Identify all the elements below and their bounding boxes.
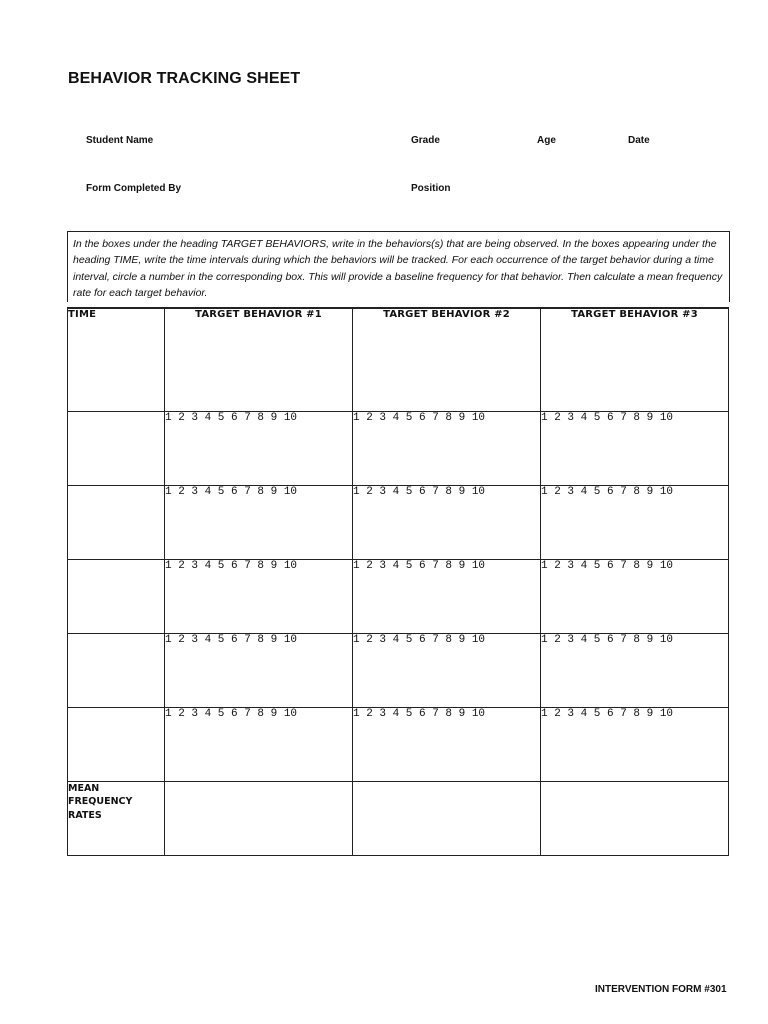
frequency-scale-cell[interactable]: 1 2 3 4 5 6 7 8 9 10: [165, 485, 353, 559]
frequency-scale-cell[interactable]: 1 2 3 4 5 6 7 8 9 10: [353, 559, 541, 633]
position-label: Position: [411, 183, 451, 194]
frequency-scale-cell[interactable]: 1 2 3 4 5 6 7 8 9 10: [353, 485, 541, 559]
age-label: Age: [537, 135, 556, 146]
frequency-scale-cell[interactable]: 1 2 3 4 5 6 7 8 9 10: [165, 559, 353, 633]
mean-frequency-row: [68, 781, 729, 855]
frequency-scale-cell[interactable]: 1 2 3 4 5 6 7 8 9 10: [165, 411, 353, 485]
frequency-scale-cell[interactable]: 1 2 3 4 5 6 7 8 9 10: [541, 559, 729, 633]
form-number: INTERVENTION FORM #301: [595, 984, 727, 995]
mean-frequency-cell[interactable]: [541, 781, 729, 855]
student-name-label: Student Name: [86, 135, 154, 146]
frequency-scale-cell[interactable]: 1 2 3 4 5 6 7 8 9 10: [165, 633, 353, 707]
form-completed-by-label: Form Completed By: [86, 183, 182, 194]
instructions-box: In the boxes under the heading TARGET BEHAVIORS, write in the behaviors(s) that are being observed. In the boxes appearing under the heading TIME, write the time intervals during which the behaviors will be tracked. For each occurrence of the target behavior during a time interval, circle a number in the corresponding box. This will provide a baseline frequency for that behavior. Then calculate a mean frequency rate for each target behavior.: [67, 231, 730, 302]
time-interval-cell[interactable]: [68, 559, 165, 633]
frequency-scale-cell[interactable]: 1 2 3 4 5 6 7 8 9 10: [353, 411, 541, 485]
time-interval-cell[interactable]: [68, 485, 165, 559]
time-interval-cell[interactable]: [68, 707, 165, 781]
table-row: [68, 411, 729, 485]
time-interval-cell[interactable]: [68, 411, 165, 485]
frequency-scale-cell[interactable]: 1 2 3 4 5 6 7 8 9 10: [541, 633, 729, 707]
time-interval-cell[interactable]: [68, 633, 165, 707]
grade-label: Grade: [411, 135, 440, 146]
table-row: [68, 633, 729, 707]
table-row: [68, 485, 729, 559]
page-title: BEHAVIOR TRACKING SHEET: [68, 70, 301, 87]
target-behavior-1-header[interactable]: TARGET BEHAVIOR #1: [165, 308, 353, 411]
frequency-scale-cell[interactable]: 1 2 3 4 5 6 7 8 9 10: [541, 411, 729, 485]
behavior-tracking-table: [67, 307, 729, 856]
frequency-scale-cell[interactable]: 1 2 3 4 5 6 7 8 9 10: [165, 707, 353, 781]
mean-frequency-label: MEAN FREQUENCY RATES: [68, 781, 165, 855]
mean-frequency-cell[interactable]: [165, 781, 353, 855]
mean-frequency-cell[interactable]: [353, 781, 541, 855]
table-row: [68, 707, 729, 781]
time-header: TIME: [68, 308, 165, 411]
header-row: [68, 308, 729, 411]
frequency-scale-cell[interactable]: 1 2 3 4 5 6 7 8 9 10: [353, 707, 541, 781]
frequency-scale-cell[interactable]: 1 2 3 4 5 6 7 8 9 10: [541, 707, 729, 781]
tracking-table-body: [68, 308, 729, 855]
target-behavior-2-header[interactable]: TARGET BEHAVIOR #2: [353, 308, 541, 411]
target-behavior-3-header[interactable]: TARGET BEHAVIOR #3: [541, 308, 729, 411]
table-row: [68, 559, 729, 633]
date-label: Date: [628, 135, 650, 146]
frequency-scale-cell[interactable]: 1 2 3 4 5 6 7 8 9 10: [353, 633, 541, 707]
frequency-scale-cell[interactable]: 1 2 3 4 5 6 7 8 9 10: [541, 485, 729, 559]
